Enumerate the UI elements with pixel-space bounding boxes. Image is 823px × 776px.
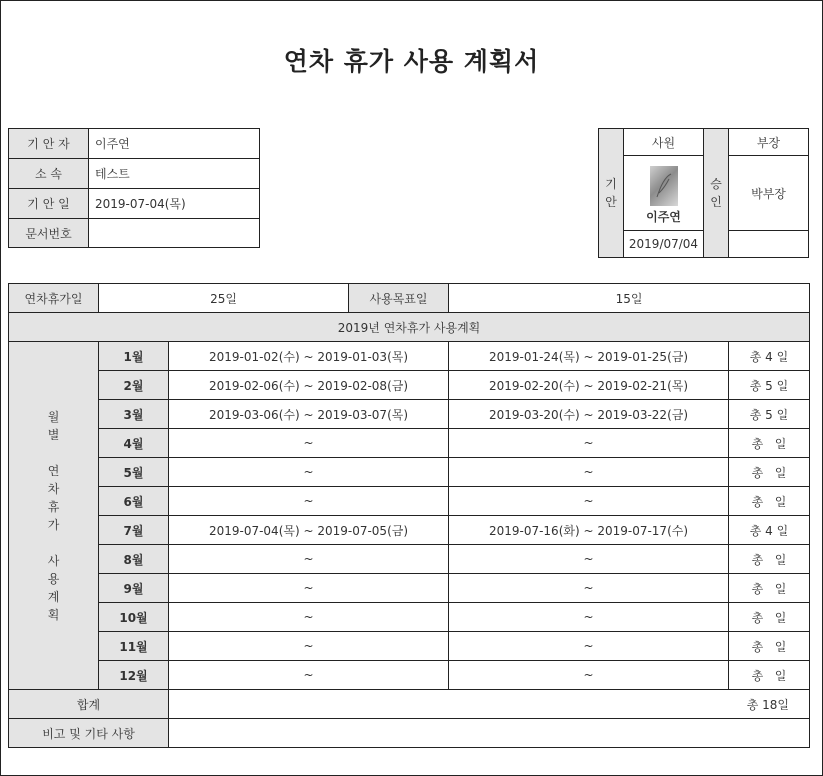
month-label: 1월	[99, 342, 169, 371]
month-total: 총 일	[729, 632, 810, 661]
month-label: 7월	[99, 516, 169, 545]
period-2: 2019-07-16(화) ~ 2019-07-17(수)	[449, 516, 729, 545]
target-days-value: 15일	[449, 284, 810, 313]
period-2: ~	[449, 487, 729, 516]
month-row	[9, 342, 810, 371]
total-value: 총 18일	[169, 690, 810, 719]
month-row	[9, 429, 810, 458]
month-label: 4월	[99, 429, 169, 458]
period-2: 2019-01-24(목) ~ 2019-01-25(금)	[449, 342, 729, 371]
annual-leave-label: 연차휴가일	[9, 284, 99, 313]
period-1: ~	[169, 632, 449, 661]
drafter-role: 사원	[624, 129, 704, 156]
annual-leave-value: 25일	[99, 284, 349, 313]
period-2: ~	[449, 574, 729, 603]
month-row	[9, 632, 810, 661]
month-total: 총 일	[729, 429, 810, 458]
drafter-sign-cell	[624, 156, 704, 231]
monthly-plan-side-label: 월 별 연 차 휴 가 사 용 계 획	[9, 342, 99, 690]
month-label: 10월	[99, 603, 169, 632]
info-table	[8, 128, 260, 248]
vacation-plan-table	[8, 283, 810, 748]
page-title: 연차 휴가 사용 계획서	[283, 47, 540, 76]
drafter-label: 기 안 자	[9, 129, 89, 159]
period-1: ~	[169, 574, 449, 603]
approver-date	[729, 231, 809, 258]
month-row	[9, 516, 810, 545]
approver-role: 부장	[729, 129, 809, 156]
month-row	[9, 371, 810, 400]
period-1: ~	[169, 429, 449, 458]
period-1: 2019-01-02(수) ~ 2019-01-03(목)	[169, 342, 449, 371]
month-row	[9, 458, 810, 487]
month-label: 9월	[99, 574, 169, 603]
period-1: ~	[169, 545, 449, 574]
month-row	[9, 545, 810, 574]
month-label: 12월	[99, 661, 169, 690]
drafter-name: 이주연	[646, 209, 681, 224]
month-total: 총 4 일	[729, 342, 810, 371]
draft-side-label: 기 안	[599, 129, 624, 258]
period-1: ~	[169, 603, 449, 632]
period-2: ~	[449, 545, 729, 574]
approver-name: 박부장	[729, 156, 809, 231]
remarks-value	[169, 719, 810, 748]
draft-date-label: 기 안 일	[9, 189, 89, 219]
period-2: ~	[449, 429, 729, 458]
period-2: ~	[449, 632, 729, 661]
month-row	[9, 661, 810, 690]
month-label: 3월	[99, 400, 169, 429]
period-1: 2019-02-06(수) ~ 2019-02-08(금)	[169, 371, 449, 400]
month-label: 8월	[99, 545, 169, 574]
plan-header: 2019년 연차휴가 사용계획	[9, 313, 810, 342]
draft-date-value: 2019-07-04(목)	[89, 189, 260, 219]
department-label: 소 속	[9, 159, 89, 189]
month-total: 총 일	[729, 661, 810, 690]
month-total: 총 일	[729, 545, 810, 574]
month-row	[9, 603, 810, 632]
period-1: 2019-03-06(수) ~ 2019-03-07(목)	[169, 400, 449, 429]
period-1: ~	[169, 661, 449, 690]
month-total: 총 일	[729, 574, 810, 603]
doc-number-value	[89, 219, 260, 248]
month-label: 11월	[99, 632, 169, 661]
remarks-label: 비고 및 기타 사항	[9, 719, 169, 748]
doc-number-label: 문서번호	[9, 219, 89, 248]
period-2: ~	[449, 458, 729, 487]
month-total: 총 일	[729, 603, 810, 632]
month-label: 2월	[99, 371, 169, 400]
month-total: 총 일	[729, 458, 810, 487]
month-total: 총 일	[729, 487, 810, 516]
month-row	[9, 574, 810, 603]
month-row	[9, 487, 810, 516]
period-2: ~	[449, 603, 729, 632]
month-total: 총 5 일	[729, 371, 810, 400]
drafter-value: 이주연	[89, 129, 260, 159]
target-days-label: 사용목표일	[349, 284, 449, 313]
drafter-date: 2019/07/04	[624, 231, 704, 258]
month-total: 총 4 일	[729, 516, 810, 545]
approval-table	[598, 128, 809, 258]
period-2: 2019-03-20(수) ~ 2019-03-22(금)	[449, 400, 729, 429]
total-label: 합계	[9, 690, 169, 719]
period-1: ~	[169, 458, 449, 487]
month-label: 6월	[99, 487, 169, 516]
signature-stamp-icon	[650, 166, 678, 206]
period-2: 2019-02-20(수) ~ 2019-02-21(목)	[449, 371, 729, 400]
department-value: 테스트	[89, 159, 260, 189]
month-label: 5월	[99, 458, 169, 487]
period-1: ~	[169, 487, 449, 516]
period-2: ~	[449, 661, 729, 690]
month-total: 총 5 일	[729, 400, 810, 429]
month-row	[9, 400, 810, 429]
period-1: 2019-07-04(목) ~ 2019-07-05(금)	[169, 516, 449, 545]
approve-side-label: 승 인	[704, 129, 729, 258]
